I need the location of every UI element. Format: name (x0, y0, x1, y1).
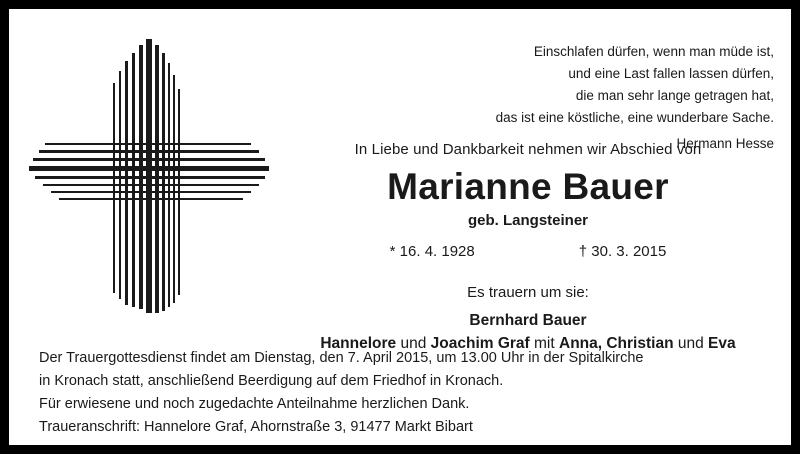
mourners-label: Es trauern um sie: (467, 283, 589, 301)
poem-line: und eine Last fallen lassen dürfen, (568, 65, 774, 81)
mourner-name: Anna, Christian (559, 335, 674, 353)
announcement-block (264, 141, 792, 356)
deceased-name: Marianne Bauer (387, 166, 669, 207)
deceased-maiden-name: geb. Langsteiner (467, 211, 589, 229)
address-line: Traueranschrift: Hannelore Graf, Ahornstraße 3, 91477 Markt Bibart (39, 418, 473, 435)
mourner-name: Hannelore (320, 335, 397, 353)
mourner-name: Bernhard Bauer (469, 311, 587, 329)
life-dates (264, 243, 792, 260)
mourner-name: Joachim Graf (430, 335, 530, 353)
poem-line: das ist eine köstliche, eine wunderbare Sache. (495, 109, 774, 125)
birth-date: * 16. 4. 1928 (389, 242, 475, 260)
poem-line: die man sehr lange getragen hat, (575, 87, 774, 103)
mourner-conjunction: und (673, 335, 709, 353)
mourner-conjunction: und (396, 335, 431, 353)
poem-line: Einschlafen dürfen, wenn man müde ist, (533, 44, 774, 59)
mourner-name: Eva (708, 335, 736, 353)
service-line: Der Trauergottesdienst findet am Dienstag, den 7. April 2015, um 13.00 Uhr in der Spitalkirche (39, 350, 644, 366)
service-details (39, 347, 779, 439)
mourner-line (264, 309, 792, 333)
poem-block (439, 41, 774, 155)
cross-icon (27, 23, 277, 333)
service-line: in Kronach statt, anschließend Beerdigung auf dem Friedhof in Kronach. (39, 372, 504, 389)
announcement-intro: In Liebe und Dankbarkeit nehmen wir Abschied von (354, 141, 702, 158)
obituary-inner (9, 9, 791, 445)
thanks-line: Für erwiesene und noch zugedachte Anteilnahme herzlichen Dank. (39, 395, 470, 412)
death-date: † 30. 3. 2015 (578, 242, 667, 260)
poem-author: Hermann Hesse (676, 136, 774, 152)
mourner-conjunction: mit (529, 335, 559, 353)
